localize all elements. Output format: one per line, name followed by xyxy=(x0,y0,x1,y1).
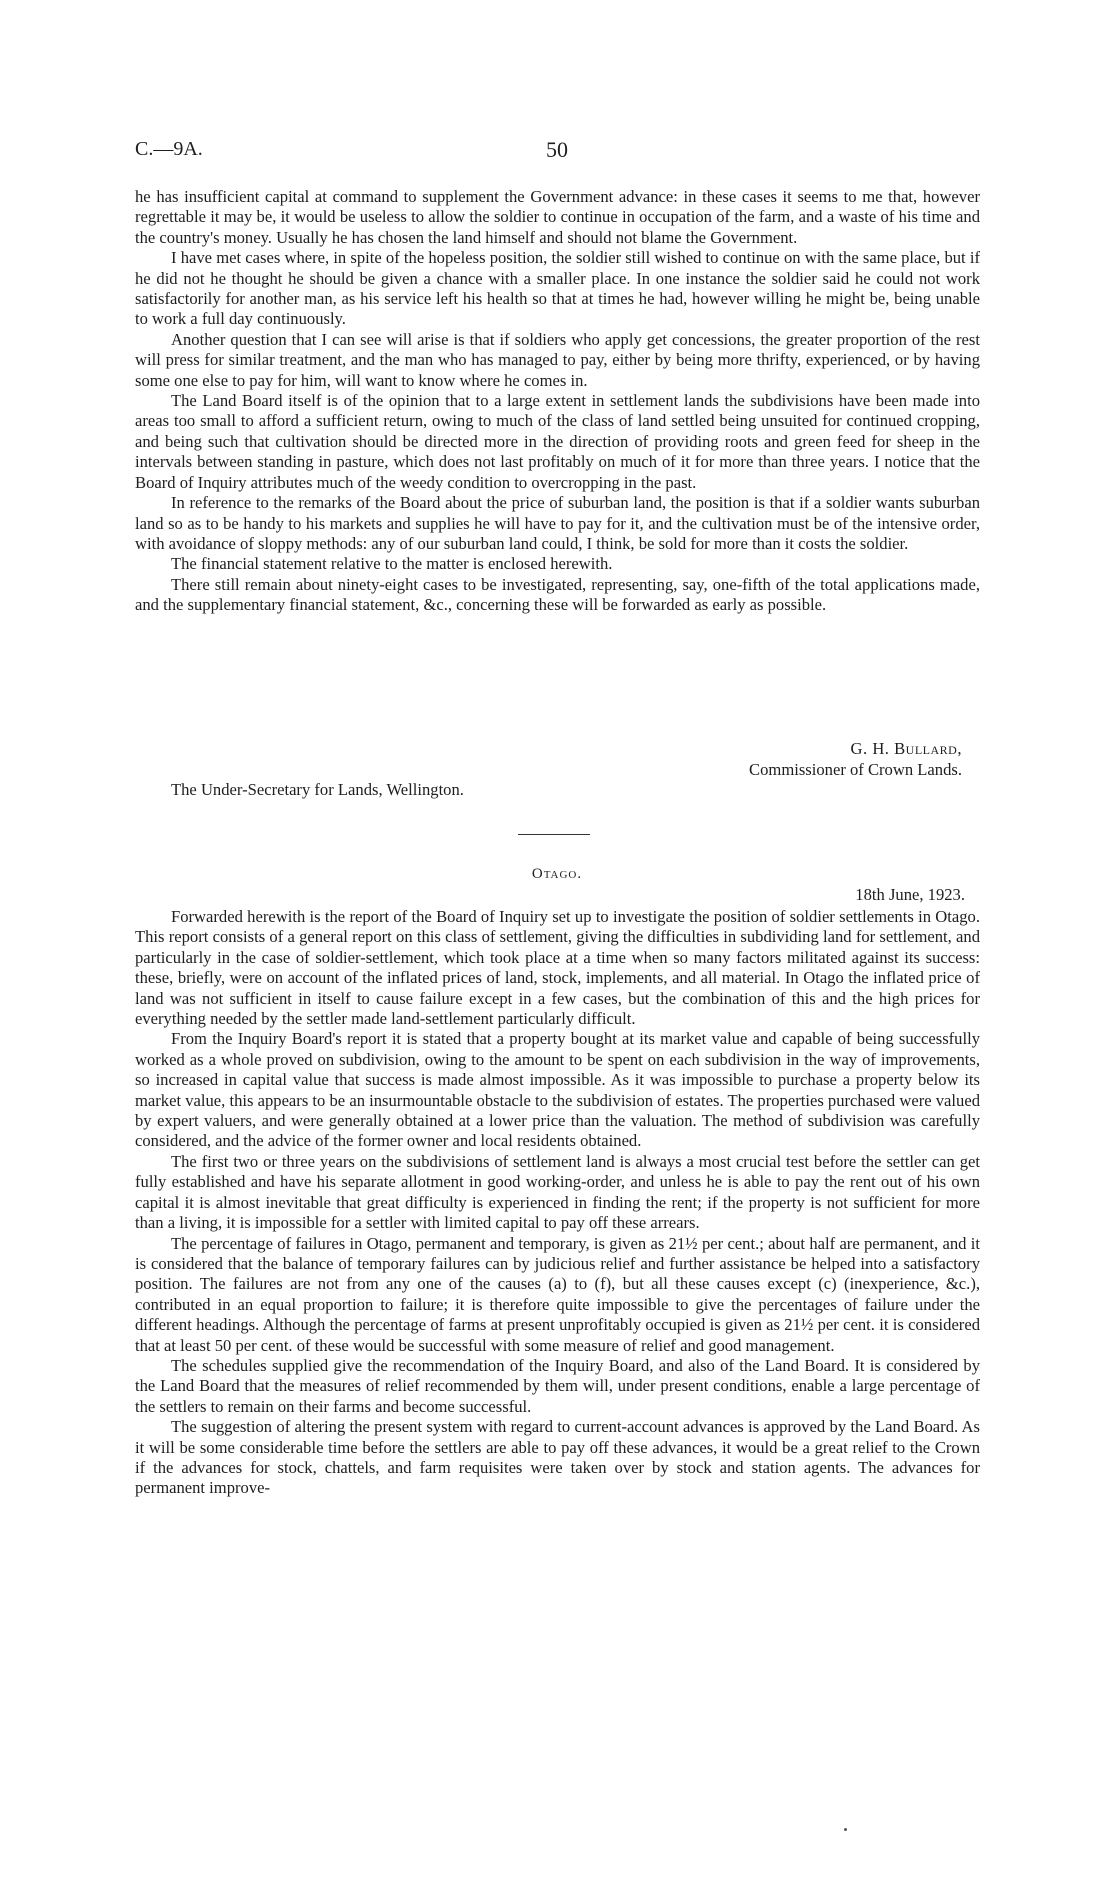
paragraph: The percentage of failures in Otago, permanent and temporary, is given as 21½ per cent.; about half are permanent, and it is considered that the balance of temporary failures can by judicious relief and further assistance be helped into a satisfactory position. The failures are not from any one of the causes (a) to (f), but all these causes except (c) (inexperience, &c.), contributed in an equal proportion to failure; it is therefore quite impossible to give the percentages of failure under the different headings. Although the percentage of farms at present unprofitably occupied is given as 21½ per cent. it is considered that at least 50 per cent. of these would be successful with some measure of relief and good management. xyxy=(135,1233,980,1355)
letter-body xyxy=(135,187,980,616)
paragraph: From the Inquiry Board's report it is stated that a property bought at its market value and capable of being successfully worked as a whole proved on subdivision, owing to the amount to be spent on each subdivision in the way of improvements, so increased in capital value that success is made almost impossible. As it was impossible to purchase a property below its market value, this appears to be an insurmountable obstacle to the subdivision of estates. The properties purchased were valued by expert valuers, and were generally obtained at a lower price than the valuation. The method of subdivision was carefully considered, and the advice of the former owner and local residents obtained. xyxy=(135,1029,980,1151)
signature-title: Commissioner of Crown Lands. xyxy=(749,760,962,779)
paragraph: The schedules supplied give the recommendation of the Inquiry Board, and also of the Land Board. It is considered by the Land Board that the measures of relief recommended by them will, under present conditions, enable a large percentage of the settlers to remain on their farms and become successful. xyxy=(135,1355,980,1416)
scan-speck xyxy=(844,1828,847,1831)
letter-date: 18th June, 1923. xyxy=(855,885,965,904)
section-heading: Otago. xyxy=(531,866,583,882)
section-divider xyxy=(518,834,590,835)
paragraph: The first two or three years on the subdivisions of settlement land is always a most crucial test before the settler can get fully established and have his separate allotment in good working-order, and unless he is able to pay the rent out of his own capital it is almost inevitable that great difficulty is experienced in finding the rent; if the property is not sufficient for more than a living, it is impossible for a settler with limited capital to pay off these arrears. xyxy=(135,1151,980,1233)
paragraph: Another question that I can see will arise is that if soldiers who apply get concessions, the greater proportion of the rest will press for similar treatment, and the man who has managed to pay, either by being more thrifty, experienced, or by having some one else to pay for him, will want to know where he comes in. xyxy=(135,329,980,390)
signature-name: G. H. Bullard, xyxy=(850,739,962,758)
page-number: 50 xyxy=(546,137,568,162)
addressee: The Under-Secretary for Lands, Wellington. xyxy=(171,780,464,799)
paragraph: Forwarded herewith is the report of the Board of Inquiry set up to investigate the position of soldier settlements in Otago. This report consists of a general report on this class of settlement, giving the difficulties in subdividing land for settlement, and particularly in the case of soldier-settlement, which took place at a time when so many factors militated against its success: these, briefly, were on account of the inflated prices of land, stock, implements, and all material. In Otago the inflated price of land was not sufficient in itself to cause failure except in a few cases, but the combination of this and the high prices for everything needed by the settler made land-settlement particularly difficult. xyxy=(135,907,980,1029)
paragraph: I have met cases where, in spite of the hopeless position, the soldier still wished to continue on with the same place, but if he did not he thought he should be given a chance with a smaller place. In one instance the soldier said he could not work satisfactorily for another man, as his service left his health so that at times he had, however willing he might be, being unable to work a full day continuously. xyxy=(135,248,980,329)
document-reference: C.—9A. xyxy=(135,138,203,160)
paragraph: The suggestion of altering the present system with regard to current-account advances is approved by the Land Board. As it will be some considerable time before the settlers are able to pay off these advances, it would be a great relief to the Crown if the advances for stock, chattels, and farm requisites were taken over by stock and station agents. The advances for permanent improve- xyxy=(135,1417,980,1498)
paragraph: In reference to the remarks of the Board about the price of suburban land, the position is that if a soldier wants suburban land so as to be handy to his markets and supplies he will have to pay for it, and the cultivation must be of the intensive order, with avoidance of sloppy methods: any of our suburban land could, I think, be sold for more than it costs the soldier. xyxy=(135,493,980,553)
paragraph: The financial statement relative to the matter is enclosed herewith. xyxy=(171,554,613,574)
paragraph: The Land Board itself is of the opinion that to a large extent in settlement lands the subdivisions have been made into areas too small to afford a sufficient return, owing to much of the class of land settled being unsuited for continued cropping, and being such that cultivation should be directed more in the direction of providing roots and green feed for sheep in the intervals between standing in pasture, which does not last profitably on much of it for more than three years. I notice that the Board of Inquiry attributes much of the weedy condition to overcropping in the past. xyxy=(135,391,980,492)
report-body xyxy=(135,907,980,1499)
paragraph: There still remain about ninety-eight cases to be investigated, representing, say, one-fifth of the total applications made, and the supplementary financial statement, &c., concerning these will be forwarded as early as possible. xyxy=(135,574,980,615)
paragraph: he has insufficient capital at command to supplement the Government advance: in these cases it seems to me that, however regrettable it may be, it would be useless to allow the soldier to continue in occupation of the farm, and a waste of his time and the country's money. Usually he has chosen the land himself and should not blame the Government. xyxy=(135,187,980,247)
